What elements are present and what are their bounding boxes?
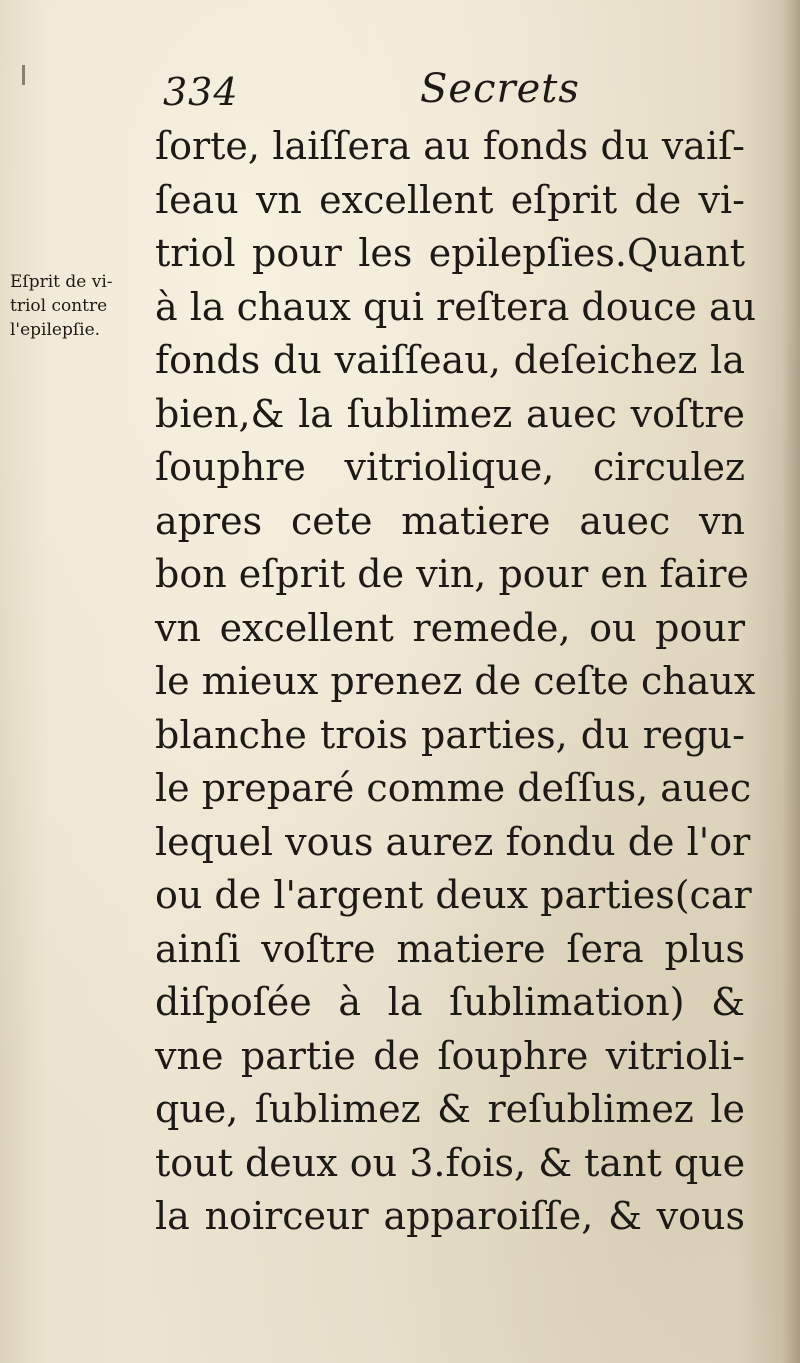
marginal-note — [10, 270, 148, 342]
running-title: Secrets — [420, 66, 580, 112]
text-line: vn excellent remede, ou pour — [155, 605, 745, 650]
text-line: diſpoſée à la ſublimation) & — [155, 980, 745, 1024]
text-line: que, ſublimez & reſublimez le — [155, 1087, 745, 1131]
text-line: tout deux ou 3.fois, & tant que — [155, 1140, 746, 1185]
text-line: la noirceur apparoiſſe, & vous — [155, 1194, 745, 1238]
text-line: blanche trois parties, du regu- — [155, 712, 745, 757]
text-line: ſeau vn excellent eſprit de vi- — [155, 177, 745, 222]
text-line: triol pour les epilepſies.Quant — [155, 231, 745, 275]
page-header — [0, 62, 800, 122]
page-edge-shadow — [782, 0, 800, 1363]
marginal-note-line: l'epilepſie. — [10, 320, 101, 340]
text-line: ſorte, laiſſera au fonds du vaiſ- — [155, 124, 745, 168]
text-line: lequel vous aurez fondu de l'or — [155, 819, 751, 864]
text-line: ſouphre vitriolique, circulez — [155, 445, 745, 489]
text-line: ainſi voſtre matiere ſera plus — [155, 926, 745, 971]
marginal-note-line: Eſprit de vi- — [10, 272, 113, 292]
text-line: vne partie de ſouphre vitrioli- — [155, 1033, 745, 1078]
text-line: ou de l'argent deux parties(car — [155, 873, 752, 917]
text-line: fonds du vaiſſeau, deſeichez la — [155, 338, 745, 382]
text-line: le preparé comme deſſus, auec — [155, 766, 752, 810]
text-line: à la chaux qui reſtera douce au — [155, 284, 757, 329]
text-line: apres cete matiere auec vn — [155, 498, 745, 543]
text-line: le mieux prenez de ceſte chaux — [155, 659, 756, 703]
page-number: 334 — [163, 70, 239, 114]
text-line: bon eſprit de vin, pour en faire — [155, 552, 749, 596]
marginal-note-line: triol contre — [10, 296, 108, 316]
text-line: bien,& la ſublimez auec voſtre — [155, 391, 745, 436]
body-text — [155, 120, 757, 1244]
